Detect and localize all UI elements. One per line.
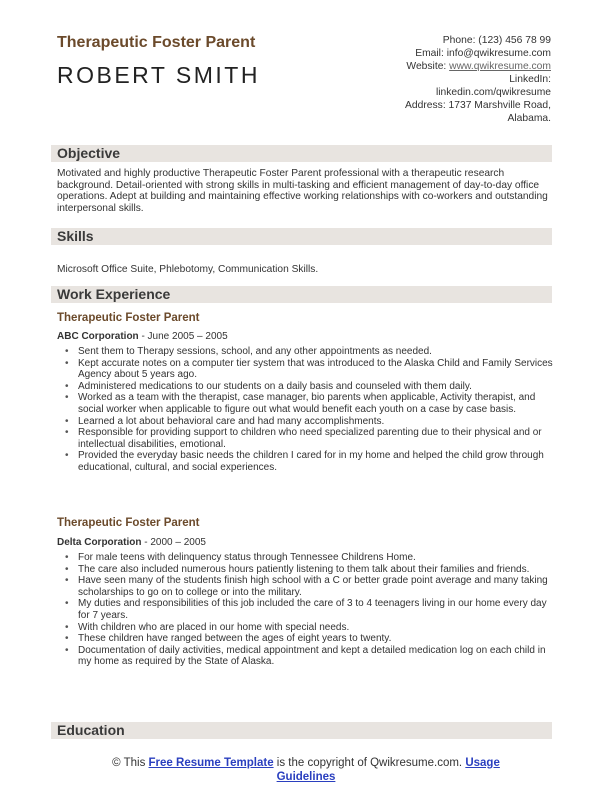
list-item: • The care also included numerous hours patiently listening to them talk about their families and friends. <box>57 564 553 576</box>
contact-phone: Phone: (123) 456 78 99 <box>442 35 551 46</box>
footer-prefix: © This <box>112 757 149 769</box>
list-item: • With children who are placed in our home with special needs. <box>57 622 553 634</box>
skills-text: Microsoft Office Suite, Phlebotomy, Communication Skills. <box>57 264 319 275</box>
list-item: • Have seen many of the students finish high school with a C or better grade point average and many taking scholarships to go on to college or into the military. <box>57 575 553 598</box>
objective-heading: Objective <box>51 145 552 162</box>
skills-heading: Skills <box>51 228 552 245</box>
resume-header <box>57 34 551 124</box>
website-label: Website: <box>406 61 450 72</box>
list-item: • Kept accurate notes on a computer tier system that was introduced to the Alaska Child and Family Services Agency about 5 years ago. <box>57 358 553 381</box>
free-resume-template-link[interactable]: Free Resume Template <box>148 757 274 769</box>
list-item: • Learned a lot about behavioral care and had many accomplishments. <box>57 416 553 428</box>
usage-guidelines-link-part1[interactable]: Usage <box>465 757 500 769</box>
contact-linkedin-label: LinkedIn: <box>509 74 551 85</box>
job-1-company-line <box>57 331 228 342</box>
website-link[interactable]: www.qwikresume.com <box>449 61 551 72</box>
job-1-company: ABC Corporation <box>57 331 139 342</box>
list-item: • Administered medications to our students on a daily basis and counseled with them daily. <box>57 381 553 393</box>
contact-address-line2: Alabama. <box>507 113 551 124</box>
job-2-title: Therapeutic Foster Parent <box>57 517 200 529</box>
list-item: • Responsible for providing support to children who need specialized parenting due to their physical and or intellectual disabilities, emotional. <box>57 427 553 450</box>
objective-text: Motivated and highly productive Therapeutic Foster Parent professional with a therapeutic research background. Detail-oriented with strong skills in multi-tasking and efficient management of day-to-day office operations. Adept at building and maintaining effective working relationships with co-workers and outstanding interpersonal skills. <box>57 168 548 214</box>
job-2-dates: - 2000 – 2005 <box>141 537 206 548</box>
contact-email: Email: info@qwikresume.com <box>415 48 551 59</box>
candidate-name: ROBERT SMITH <box>57 62 260 88</box>
list-item: • Documentation of daily activities, medical appointment and kept a detailed medication log on each child in my home as required by the State of Alaska. <box>57 645 553 668</box>
job-1-title: Therapeutic Foster Parent <box>57 312 200 324</box>
work-experience-heading: Work Experience <box>51 286 552 303</box>
contact-block <box>311 34 551 125</box>
list-item: • These children have ranged between the ages of eight years to twenty. <box>57 633 553 645</box>
list-item: • For male teens with delinquency status through Tennessee Childrens Home. <box>57 552 553 564</box>
list-item: • Provided the everyday basic needs the children I cared for in my home and helped the child grow through educational, cultural, and social experiences. <box>57 450 553 473</box>
list-item: • Worked as a team with the therapist, case manager, bio parents when applicable, Activity therapist, and social worker when applicable to figure out what would benefit each youth on a case by case basis. <box>57 392 553 415</box>
contact-website <box>311 60 551 73</box>
usage-guidelines-link-part2[interactable]: Guidelines <box>276 771 336 783</box>
job-2-company: Delta Corporation <box>57 537 142 548</box>
list-item: • Sent them to Therapy sessions, school, and any other appointments as needed. <box>57 346 553 358</box>
job-1-bullets <box>57 346 553 474</box>
job-title: Therapeutic Foster Parent <box>57 34 256 51</box>
list-item: • My duties and responsibilities of this job included the care of 3 to 4 teenagers living in our home every day for 7 years. <box>57 598 553 621</box>
footer-copyright <box>0 756 612 784</box>
footer-middle: is the copyright of Qwikresume.com. <box>273 757 466 769</box>
job-2-bullets <box>57 552 553 668</box>
contact-linkedin-value: linkedin.com/qwikresume <box>435 87 551 98</box>
education-heading: Education <box>51 722 552 739</box>
contact-address-line1: Address: 1737 Marshville Road, <box>405 100 551 111</box>
job-1-dates: - June 2005 – 2005 <box>138 331 228 342</box>
job-2-company-line <box>57 537 206 548</box>
